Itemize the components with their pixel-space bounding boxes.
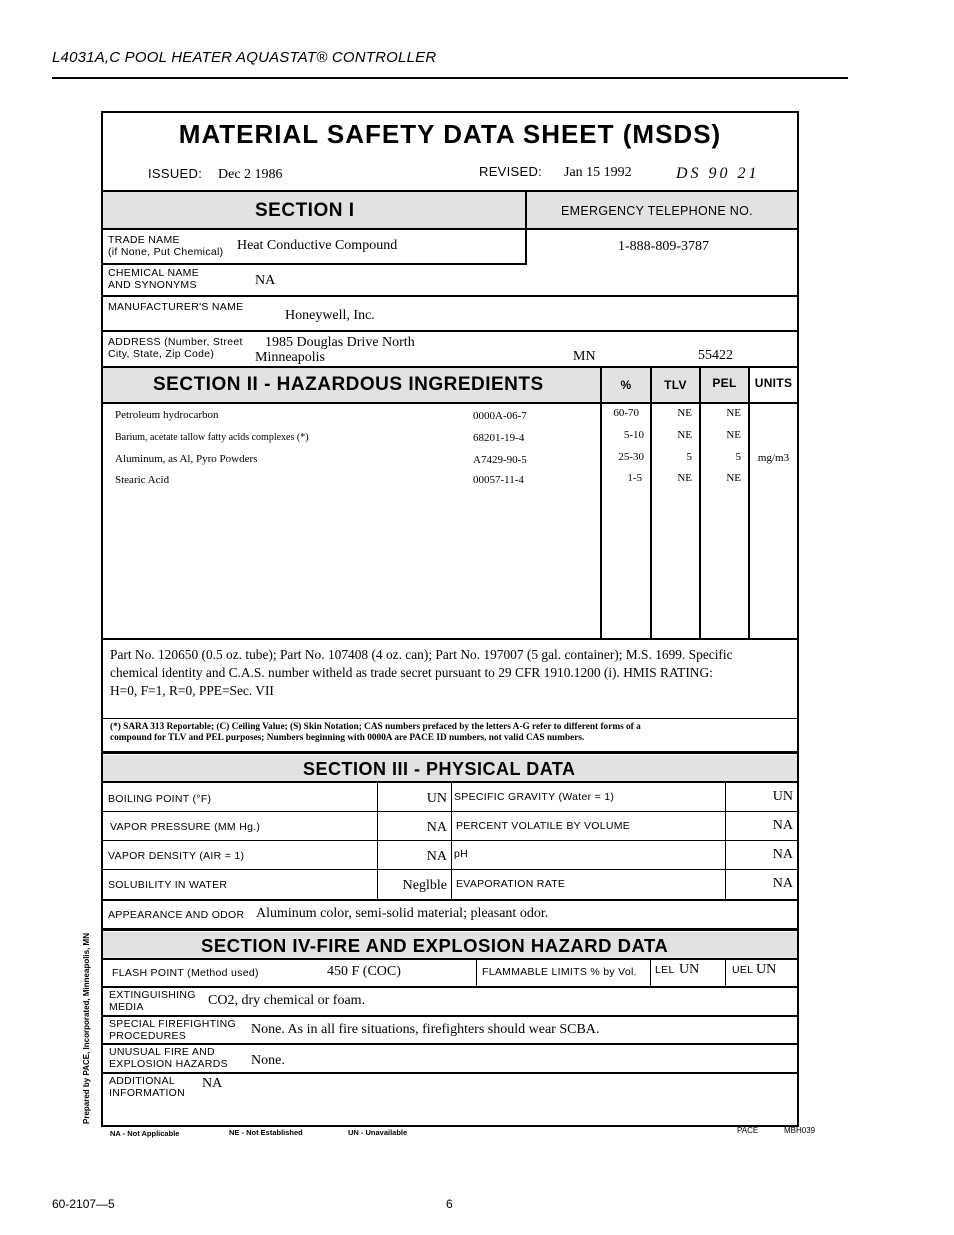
page-header: L4031A,C POOL HEATER AQUASTAT® CONTROLLER [52, 49, 437, 66]
lel-value: UN [679, 962, 700, 977]
address-city: Minneapolis [255, 350, 325, 365]
revised-label: REVISED: [479, 164, 543, 179]
address-street: 1985 Douglas Drive North [265, 335, 415, 350]
footer-page-number: 6 [446, 1197, 453, 1211]
lel-label: LEL [655, 964, 675, 976]
unusual-label: UNUSUAL FIRE AND EXPLOSION HAZARDS [109, 1046, 228, 1070]
section1-title: SECTION I [255, 200, 355, 221]
manufacturer-label: MANUFACTURER'S NAME [108, 301, 244, 313]
special-value: None. As in all fire situations, firefighters should wear SCBA. [251, 1022, 600, 1037]
appearance-label: APPEARANCE AND ODOR [108, 909, 245, 921]
legend-na: NA - Not Applicable [110, 1129, 180, 1138]
address-zip: 55422 [698, 348, 733, 363]
appearance-value: Aluminum color, semi-solid material; pleasant odor. [256, 906, 549, 921]
col-tlv: TLV [664, 378, 687, 392]
address-state: MN [573, 349, 596, 364]
revised-value: Jan 15 1992 [564, 165, 632, 180]
section2-notes: Part No. 120650 (0.5 oz. tube); Part No. 107408 (4 oz. can); Part No. 197007 (5 gal. container); M.S. 1699. Specific chemical identity and C.A.S. number witheld as trade secret pursuant to 29 CFR 1910.1200 (i). HMIS RATING: H=0, F=1, R=0, PPE=Sec. VII [110, 647, 733, 698]
col-units: UNITS [754, 376, 793, 390]
extinguishing-value: CO2, dry chemical or foam. [208, 993, 366, 1008]
header-rule [52, 77, 848, 79]
msds-form: MATERIAL SAFETY DATA SHEET (MSDS) ISSUED: Dec 2 1986 REVISED: Jan 15 1992 DS 90 21 SECTION I EMERGENCY TELEPHONE NO. TRADE NAME (if None, Put Chemical) Heat Conductive Compound 1-888-809-3787 CHEMICAL NAME AND SYNONYMS NA MANUFACTURER'S NAME Honeywell, Inc. ADDRESS (Number, Street City, State, Zip Code) 1985 Douglas Drive North Minneapolis MN 55422 SECTION II - HAZARDOUS INGREDIENTS % TLV PEL UNITS Petroleum hydrocarbon 0000A-06-7 60-70 NE NE Barium, acetate tallow fatty acids complexes (*) 68201-19-4 5-10 NE NE Aluminum, as Al, Pyro Powders A7429-90-5 25-30 5 5 mg/m3 Stearic Acid 00057-11-4 1-5 NE NE Part No. 120650 (0.5 oz. tube); Part No. 107408 (4 oz. can); Part No. 197007 (5 gal. container); M.S. 1699. Specific chemical identity and C.A.S. number witheld as trade secret pursuant to 29 CFR 1910.1200 (i). HMIS RATING: H=0, F=1, R=0, PPE=Sec. VII (*) SARA 313 Reportable; (C) Ceiling Value; (S) Skin Notation; CAS numbers prefaced by the letters A-G refer to different forms of a compound for TLV and PEL purposes; Numbers beginning with 0000A are PACE ID numbers, not valid CAS numbers. SECTION III - PHYSICAL DATA BOILING POINT (°F) UN SPECIFIC GRAVITY (Water = 1) UN VAPOR PRESSURE (MM Hg.) NA PERCENT VOLATILE BY VOLUME NA VAPOR DENSITY (AIR = 1) NA pH NA SOLUBILITY IN WATER Neglble EVAPORATION RATE NA APPEARANCE AND ODOR Aluminum color, semi-solid material; pleasant odor. SECTION IV-FIRE AND EXPLOSION HAZARD DATA FLASH POINT (Method used) 450 F (COC) FLAMMABLE LIMITS % by Vol. LEL UN UEL UN EXTINGUISHING MEDIA CO2, dry chemical or foam. SPECIAL FIREFIGHTING PROCEDURES None. As in all fire situations, firefighters should wear SCBA. UNUSUAL FIRE AND EXPLOSION HAZARDS None. ADDITIONAL INFORMATION NA [101, 111, 799, 1127]
section3-title: SECTION III - PHYSICAL DATA [303, 759, 576, 779]
legend-code: MBH039 [784, 1126, 816, 1135]
issued-label: ISSUED: [148, 166, 203, 181]
section2-title: SECTION II - HAZARDOUS INGREDIENTS [153, 374, 544, 395]
flash-label: FLASH POINT (Method used) [112, 967, 259, 979]
extinguishing-label: EXTINGUISHING MEDIA [109, 989, 196, 1013]
uel-label: UEL [732, 964, 754, 976]
uel-value: UN [756, 962, 777, 977]
flammable-label: FLAMMABLE LIMITS % by Vol. [482, 966, 637, 978]
chem-name-value: NA [255, 273, 276, 288]
legend-ne: NE - Not Established [229, 1128, 303, 1137]
additional-value: NA [202, 1076, 223, 1091]
issued-value: Dec 2 1986 [218, 167, 283, 182]
msds-title: MATERIAL SAFETY DATA SHEET (MSDS) [178, 119, 722, 149]
legend-pace: PACE [737, 1126, 759, 1135]
additional-label: ADDITIONAL INFORMATION [109, 1075, 186, 1099]
emergency-phone: 1-888-809-3787 [618, 239, 709, 254]
side-note: Prepared by PACE, Incorporated, Minneapolis, MN [82, 933, 91, 1124]
legend-un: UN - Unavailable [348, 1128, 408, 1137]
col-pct: % [620, 378, 632, 392]
trade-name-label: TRADE NAME (if None, Put Chemical) [108, 234, 224, 258]
address-label: ADDRESS (Number, Street City, State, Zip Code) [108, 336, 243, 360]
emergency-label: EMERGENCY TELEPHONE NO. [561, 204, 753, 218]
unusual-value: None. [251, 1053, 285, 1068]
flash-value: 450 F (COC) [327, 964, 401, 979]
col-pel: PEL [712, 376, 737, 390]
trade-name-value: Heat Conductive Compound [237, 238, 398, 253]
section4-title: SECTION IV-FIRE AND EXPLOSION HAZARD DATA [201, 935, 669, 956]
section2-footnote: (*) SARA 313 Reportable; (C) Ceiling Value; (S) Skin Notation; CAS numbers prefaced by the letters A-G refer to different forms of a compound for TLV and PEL purposes; Numbers beginning with 0000A are PACE ID numbers, not valid CAS numbers. [110, 722, 641, 743]
manufacturer-value: Honeywell, Inc. [285, 308, 375, 323]
chem-name-label: CHEMICAL NAME AND SYNONYMS [108, 267, 200, 291]
footer-doc-number: 60-2107—5 [52, 1197, 115, 1211]
handwritten-note: DS 90 21 [676, 165, 760, 182]
special-label: SPECIAL FIREFIGHTING PROCEDURES [109, 1018, 236, 1042]
